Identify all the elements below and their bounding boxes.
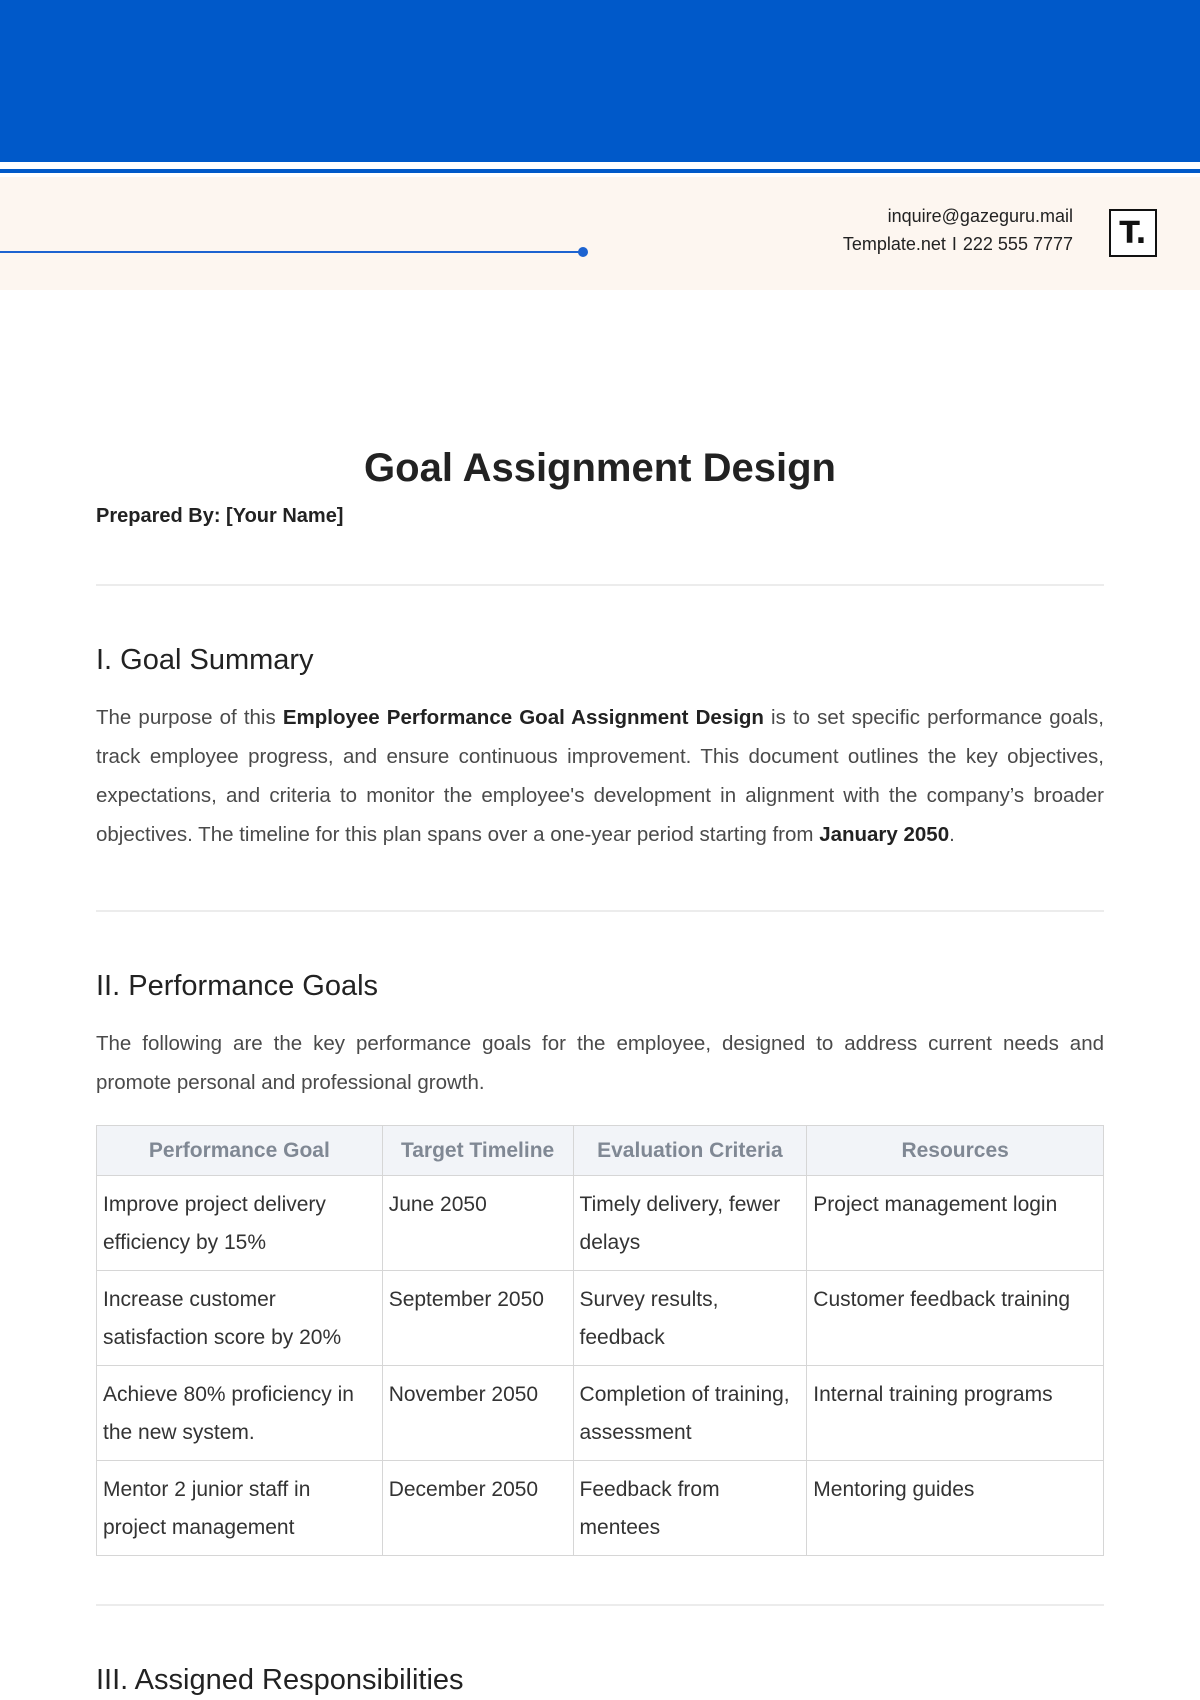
goal-summary-paragraph xyxy=(96,698,1104,854)
contact-email[interactable]: inquire@gazeguru.mail xyxy=(887,206,1073,226)
table-header-cell: Resources xyxy=(807,1126,1104,1176)
contact-site[interactable]: Template.net xyxy=(842,234,946,254)
table-cell: Mentoring guides xyxy=(807,1461,1104,1556)
contact-info xyxy=(843,202,1073,258)
table-header-cell: Evaluation Criteria xyxy=(573,1126,807,1176)
page-title: Goal Assignment Design xyxy=(364,446,836,490)
contact-line xyxy=(843,230,1073,258)
section-heading-goal-summary: I. Goal Summary xyxy=(96,644,314,676)
goal-summary-text-2: is to set specific performance goals, track employee progress, and ensure continuous improvement. This document outlines the key objectives, expectations, and criteria to monitor the employee's development in alignment with the company’s broader objectives. The timeline for this plan spans over a one-year period starting from xyxy=(96,706,1104,846)
table-row xyxy=(97,1461,1104,1556)
header-banner-line xyxy=(0,169,1200,173)
table-cell: Internal training programs xyxy=(807,1366,1104,1461)
document-body xyxy=(96,440,1104,1700)
goal-summary-text-1: The purpose of this xyxy=(96,706,283,729)
performance-goals-intro: The following are the key performance goals for the employee, designed to address current needs and promote personal and professional growth. xyxy=(96,1032,1104,1094)
section-heading-performance-goals: II. Performance Goals xyxy=(96,970,379,1002)
contact-phone: 222 555 7777 xyxy=(962,234,1073,254)
table-header-cell: Performance Goal xyxy=(97,1126,383,1176)
table-cell: Feedback from mentees xyxy=(573,1461,807,1556)
section-divider xyxy=(96,910,1104,912)
template-logo-icon: T. xyxy=(1109,209,1157,257)
section-heading-assigned-responsibilities: III. Assigned Responsibilities xyxy=(96,1664,464,1696)
section-divider xyxy=(96,1604,1104,1606)
table-cell: December 2050 xyxy=(382,1461,573,1556)
table-row xyxy=(97,1366,1104,1461)
table-cell: Improve project delivery efficiency by 15% xyxy=(97,1176,383,1271)
goal-summary-text-3: . xyxy=(949,823,955,846)
table-cell: November 2050 xyxy=(382,1366,573,1461)
prepared-by: Prepared By: [Your Name] xyxy=(96,505,344,527)
table-row xyxy=(97,1176,1104,1271)
header-banner xyxy=(0,0,1200,162)
table-cell: Achieve 80% proficiency in the new system. xyxy=(97,1366,383,1461)
table-row xyxy=(97,1271,1104,1366)
table-cell: September 2050 xyxy=(382,1271,573,1366)
performance-goals-table xyxy=(96,1125,1104,1556)
table-cell: Increase customer satisfaction score by 20% xyxy=(97,1271,383,1366)
table-cell: June 2050 xyxy=(382,1176,573,1271)
table-cell: Project management login xyxy=(807,1176,1104,1271)
table-header-cell: Target Timeline xyxy=(382,1126,573,1176)
contact-separator: I xyxy=(951,234,957,254)
table-cell: Mentor 2 junior staff in project management xyxy=(97,1461,383,1556)
table-cell: Survey results, feedback xyxy=(573,1271,807,1366)
header-decorative-dot xyxy=(578,247,588,257)
section-divider xyxy=(96,584,1104,586)
goal-summary-bold-2: January 2050 xyxy=(819,823,950,846)
header-decorative-rule xyxy=(0,251,582,253)
table-cell: Completion of training, assessment xyxy=(573,1366,807,1461)
table-cell: Timely delivery, fewer delays xyxy=(573,1176,807,1271)
table-cell: Customer feedback training xyxy=(807,1271,1104,1366)
goal-summary-bold-1: Employee Performance Goal Assignment Design xyxy=(282,706,764,729)
table-header-row xyxy=(97,1126,1104,1176)
